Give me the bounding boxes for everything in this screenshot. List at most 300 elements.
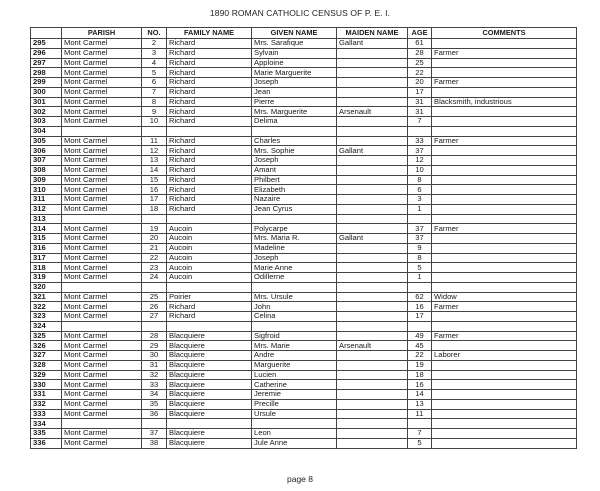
comments-cell: Farmer (432, 224, 577, 234)
maiden-name-cell (337, 126, 408, 136)
age-cell: 49 (408, 331, 432, 341)
age-cell (408, 214, 432, 224)
no-cell: 22 (142, 253, 167, 263)
no-cell: 15 (142, 175, 167, 185)
table-row (31, 68, 577, 78)
no-cell: 27 (142, 312, 167, 322)
row-number: 295 (31, 39, 62, 49)
table-row (31, 292, 577, 302)
family-name-cell: Aucoin (167, 263, 252, 273)
age-cell: 20 (408, 78, 432, 88)
maiden-name-cell: Arsenault (337, 341, 408, 351)
parish-cell: Mont Carmel (62, 204, 142, 214)
given-name-cell: Mrs. Marie (252, 341, 337, 351)
table-row (31, 146, 577, 156)
family-name-cell: Richard (167, 302, 252, 312)
row-number: 311 (31, 195, 62, 205)
no-cell: 6 (142, 78, 167, 88)
row-number: 333 (31, 409, 62, 419)
family-name-cell: Richard (167, 146, 252, 156)
table-row (31, 273, 577, 283)
parish-cell: Mont Carmel (62, 58, 142, 68)
parish-cell: Mont Carmel (62, 48, 142, 58)
maiden-name-cell (337, 204, 408, 214)
age-cell: 13 (408, 399, 432, 409)
row-number: 320 (31, 282, 62, 292)
no-cell: 17 (142, 195, 167, 205)
no-cell: 21 (142, 243, 167, 253)
comments-cell: Farmer (432, 302, 577, 312)
parish-cell: Mont Carmel (62, 224, 142, 234)
parish-cell: Mont Carmel (62, 195, 142, 205)
row-number: 301 (31, 97, 62, 107)
parish-cell: Mont Carmel (62, 107, 142, 117)
age-cell (408, 282, 432, 292)
age-cell: 7 (408, 429, 432, 439)
table-row (31, 312, 577, 322)
maiden-name-cell: Gallant (337, 146, 408, 156)
parish-cell: Mont Carmel (62, 370, 142, 380)
parish-cell: Mont Carmel (62, 117, 142, 127)
no-cell: 9 (142, 107, 167, 117)
table-row (31, 126, 577, 136)
parish-cell: Mont Carmel (62, 390, 142, 400)
table-row (31, 224, 577, 234)
given-name-cell: Jean (252, 87, 337, 97)
no-cell: 14 (142, 165, 167, 175)
family-name-cell: Richard (167, 97, 252, 107)
comments-cell (432, 185, 577, 195)
row-number: 308 (31, 165, 62, 175)
comments-cell (432, 429, 577, 439)
row-number: 330 (31, 380, 62, 390)
parish-cell (62, 282, 142, 292)
comments-cell (432, 107, 577, 117)
age-cell: 5 (408, 263, 432, 273)
comments-cell (432, 321, 577, 331)
given-name-cell: Philbert (252, 175, 337, 185)
maiden-name-cell (337, 302, 408, 312)
maiden-name-cell (337, 87, 408, 97)
table-row (31, 253, 577, 263)
parish-cell: Mont Carmel (62, 87, 142, 97)
family-name-cell: Aucoin (167, 253, 252, 263)
comments-cell (432, 243, 577, 253)
given-name-cell: Pierre (252, 97, 337, 107)
given-name-cell: Precille (252, 399, 337, 409)
table-row (31, 419, 577, 429)
table-row (31, 331, 577, 341)
table-row (31, 117, 577, 127)
given-name-cell: Delima (252, 117, 337, 127)
comments-cell (432, 341, 577, 351)
table-row (31, 429, 577, 439)
parish-cell (62, 321, 142, 331)
given-name-cell: Mrs. Marguerite (252, 107, 337, 117)
no-cell: 19 (142, 224, 167, 234)
maiden-name-cell (337, 78, 408, 88)
family-name-cell (167, 282, 252, 292)
family-name-cell: Richard (167, 87, 252, 97)
parish-cell: Mont Carmel (62, 136, 142, 146)
given-name-cell: Mrs. Ursule (252, 292, 337, 302)
maiden-name-cell (337, 312, 408, 322)
parish-cell: Mont Carmel (62, 253, 142, 263)
no-cell: 31 (142, 360, 167, 370)
parish-cell: Mont Carmel (62, 399, 142, 409)
table-row (31, 282, 577, 292)
family-name-cell: Poirier (167, 292, 252, 302)
row-number: 313 (31, 214, 62, 224)
age-cell: 1 (408, 273, 432, 283)
header-parish: PARISH (62, 28, 142, 39)
parish-cell: Mont Carmel (62, 175, 142, 185)
page-number: page 8 (287, 474, 313, 484)
given-name-cell: Joseph (252, 78, 337, 88)
comments-cell: Farmer (432, 331, 577, 341)
maiden-name-cell (337, 58, 408, 68)
maiden-name-cell (337, 370, 408, 380)
no-cell: 33 (142, 380, 167, 390)
age-cell: 19 (408, 360, 432, 370)
comments-cell (432, 253, 577, 263)
row-number: 319 (31, 273, 62, 283)
comments-cell (432, 370, 577, 380)
comments-cell (432, 87, 577, 97)
header-row (31, 28, 577, 39)
table-row (31, 390, 577, 400)
table-row (31, 39, 577, 49)
row-number: 302 (31, 107, 62, 117)
comments-cell: Farmer (432, 136, 577, 146)
parish-cell: Mont Carmel (62, 263, 142, 273)
no-cell (142, 321, 167, 331)
age-cell (408, 419, 432, 429)
no-cell: 28 (142, 331, 167, 341)
parish-cell (62, 126, 142, 136)
row-number: 335 (31, 429, 62, 439)
header-age: AGE (408, 28, 432, 39)
row-number: 314 (31, 224, 62, 234)
given-name-cell (252, 214, 337, 224)
age-cell: 17 (408, 87, 432, 97)
family-name-cell: Richard (167, 195, 252, 205)
no-cell: 5 (142, 68, 167, 78)
family-name-cell: Richard (167, 58, 252, 68)
parish-cell: Mont Carmel (62, 156, 142, 166)
family-name-cell: Blacquiere (167, 370, 252, 380)
given-name-cell: Jule Anne (252, 438, 337, 448)
age-cell: 17 (408, 312, 432, 322)
family-name-cell: Blacquiere (167, 438, 252, 448)
no-cell: 32 (142, 370, 167, 380)
no-cell: 16 (142, 185, 167, 195)
given-name-cell: Elizabeth (252, 185, 337, 195)
age-cell: 22 (408, 68, 432, 78)
no-cell: 25 (142, 292, 167, 302)
age-cell: 10 (408, 165, 432, 175)
given-name-cell: Leon (252, 429, 337, 439)
age-cell: 1 (408, 204, 432, 214)
parish-cell: Mont Carmel (62, 360, 142, 370)
age-cell: 7 (408, 117, 432, 127)
comments-cell (432, 409, 577, 419)
row-number: 303 (31, 117, 62, 127)
comments-cell (432, 263, 577, 273)
age-cell: 33 (408, 136, 432, 146)
age-cell: 6 (408, 185, 432, 195)
maiden-name-cell (337, 48, 408, 58)
age-cell: 3 (408, 195, 432, 205)
no-cell: 12 (142, 146, 167, 156)
no-cell: 35 (142, 399, 167, 409)
table-row (31, 360, 577, 370)
row-number: 300 (31, 87, 62, 97)
maiden-name-cell (337, 292, 408, 302)
row-number: 332 (31, 399, 62, 409)
comments-cell (432, 419, 577, 429)
row-number: 327 (31, 351, 62, 361)
given-name-cell: Charles (252, 136, 337, 146)
parish-cell: Mont Carmel (62, 331, 142, 341)
maiden-name-cell (337, 175, 408, 185)
family-name-cell: Richard (167, 185, 252, 195)
parish-cell: Mont Carmel (62, 39, 142, 49)
header-maiden-name: MAIDEN NAME (337, 28, 408, 39)
table-row (31, 399, 577, 409)
row-number: 325 (31, 331, 62, 341)
given-name-cell: Andre (252, 351, 337, 361)
no-cell: 3 (142, 48, 167, 58)
given-name-cell: Jeremie (252, 390, 337, 400)
family-name-cell: Blacquiere (167, 399, 252, 409)
parish-cell: Mont Carmel (62, 185, 142, 195)
no-cell: 36 (142, 409, 167, 419)
age-cell: 37 (408, 224, 432, 234)
no-cell: 24 (142, 273, 167, 283)
comments-cell (432, 399, 577, 409)
table-row (31, 175, 577, 185)
table-row (31, 136, 577, 146)
row-number: 334 (31, 419, 62, 429)
comments-cell (432, 117, 577, 127)
maiden-name-cell (337, 282, 408, 292)
given-name-cell: Celina (252, 312, 337, 322)
comments-cell (432, 146, 577, 156)
table-row (31, 185, 577, 195)
family-name-cell: Richard (167, 136, 252, 146)
maiden-name-cell (337, 214, 408, 224)
row-number: 310 (31, 185, 62, 195)
maiden-name-cell (337, 360, 408, 370)
parish-cell: Mont Carmel (62, 68, 142, 78)
header-comments: COMMENTS (432, 28, 577, 39)
family-name-cell: Richard (167, 204, 252, 214)
maiden-name-cell (337, 380, 408, 390)
comments-cell (432, 438, 577, 448)
comments-cell: Blacksmith, industrious (432, 97, 577, 107)
family-name-cell: Blacquiere (167, 360, 252, 370)
family-name-cell: Aucoin (167, 273, 252, 283)
given-name-cell (252, 321, 337, 331)
row-number: 312 (31, 204, 62, 214)
comments-cell: Widow (432, 292, 577, 302)
age-cell: 45 (408, 341, 432, 351)
no-cell: 18 (142, 204, 167, 214)
comments-cell (432, 234, 577, 244)
given-name-cell: Mrs. Sarafique (252, 39, 337, 49)
maiden-name-cell (337, 165, 408, 175)
family-name-cell: Richard (167, 39, 252, 49)
maiden-name-cell (337, 136, 408, 146)
row-number: 321 (31, 292, 62, 302)
family-name-cell: Richard (167, 156, 252, 166)
table-row (31, 204, 577, 214)
table-row (31, 351, 577, 361)
no-cell: 38 (142, 438, 167, 448)
no-cell (142, 419, 167, 429)
age-cell: 8 (408, 253, 432, 263)
given-name-cell: Marie Marguerite (252, 68, 337, 78)
comments-cell: Farmer (432, 78, 577, 88)
family-name-cell: Blacquiere (167, 341, 252, 351)
parish-cell: Mont Carmel (62, 380, 142, 390)
no-cell: 13 (142, 156, 167, 166)
family-name-cell: Richard (167, 78, 252, 88)
family-name-cell (167, 214, 252, 224)
parish-cell (62, 214, 142, 224)
comments-cell (432, 390, 577, 400)
comments-cell: Laborer (432, 351, 577, 361)
given-name-cell: Joseph (252, 156, 337, 166)
parish-cell (62, 419, 142, 429)
age-cell (408, 321, 432, 331)
maiden-name-cell (337, 321, 408, 331)
age-cell: 62 (408, 292, 432, 302)
row-number: 331 (31, 390, 62, 400)
family-name-cell: Blacquiere (167, 380, 252, 390)
given-name-cell (252, 282, 337, 292)
comments-cell (432, 165, 577, 175)
given-name-cell: Sigfroid (252, 331, 337, 341)
given-name-cell: Odillerne (252, 273, 337, 283)
table-row (31, 87, 577, 97)
family-name-cell (167, 321, 252, 331)
given-name-cell: Marguerite (252, 360, 337, 370)
header-row-number (31, 28, 62, 39)
row-number: 299 (31, 78, 62, 88)
maiden-name-cell (337, 331, 408, 341)
maiden-name-cell (337, 419, 408, 429)
given-name-cell: Mrs. Maria R. (252, 234, 337, 244)
no-cell: 37 (142, 429, 167, 439)
comments-cell (432, 58, 577, 68)
parish-cell: Mont Carmel (62, 234, 142, 244)
maiden-name-cell (337, 97, 408, 107)
family-name-cell: Richard (167, 165, 252, 175)
age-cell: 28 (408, 48, 432, 58)
row-number: 336 (31, 438, 62, 448)
header-no: NO. (142, 28, 167, 39)
table-row (31, 165, 577, 175)
given-name-cell: Mrs. Sophie (252, 146, 337, 156)
family-name-cell: Richard (167, 175, 252, 185)
row-number: 305 (31, 136, 62, 146)
row-number: 304 (31, 126, 62, 136)
given-name-cell: John (252, 302, 337, 312)
row-number: 309 (31, 175, 62, 185)
row-number: 306 (31, 146, 62, 156)
maiden-name-cell (337, 253, 408, 263)
given-name-cell: Polycarpe (252, 224, 337, 234)
parish-cell: Mont Carmel (62, 409, 142, 419)
given-name-cell: Sylvain (252, 48, 337, 58)
given-name-cell: Catherine (252, 380, 337, 390)
maiden-name-cell (337, 243, 408, 253)
row-number: 328 (31, 360, 62, 370)
document-title: 1890 ROMAN CATHOLIC CENSUS OF P. E. I. (209, 8, 391, 18)
table-row (31, 156, 577, 166)
parish-cell: Mont Carmel (62, 165, 142, 175)
comments-cell (432, 156, 577, 166)
maiden-name-cell (337, 409, 408, 419)
no-cell: 29 (142, 341, 167, 351)
family-name-cell: Blacquiere (167, 351, 252, 361)
parish-cell: Mont Carmel (62, 351, 142, 361)
family-name-cell: Blacquiere (167, 390, 252, 400)
parish-cell: Mont Carmel (62, 429, 142, 439)
table-row (31, 58, 577, 68)
age-cell: 37 (408, 234, 432, 244)
maiden-name-cell (337, 224, 408, 234)
comments-cell: Farmer (432, 48, 577, 58)
family-name-cell: Blacquiere (167, 429, 252, 439)
maiden-name-cell (337, 429, 408, 439)
given-name-cell: Nazaire (252, 195, 337, 205)
parish-cell: Mont Carmel (62, 438, 142, 448)
no-cell: 7 (142, 87, 167, 97)
maiden-name-cell (337, 438, 408, 448)
age-cell: 5 (408, 438, 432, 448)
given-name-cell: Joseph (252, 253, 337, 263)
table-row (31, 214, 577, 224)
table-row (31, 409, 577, 419)
maiden-name-cell (337, 399, 408, 409)
no-cell: 10 (142, 117, 167, 127)
no-cell: 2 (142, 39, 167, 49)
family-name-cell: Blacquiere (167, 331, 252, 341)
family-name-cell: Richard (167, 117, 252, 127)
given-name-cell: Amant (252, 165, 337, 175)
table-row (31, 243, 577, 253)
age-cell: 31 (408, 107, 432, 117)
age-cell: 8 (408, 175, 432, 185)
maiden-name-cell (337, 185, 408, 195)
row-number: 329 (31, 370, 62, 380)
maiden-name-cell: Gallant (337, 234, 408, 244)
comments-cell (432, 204, 577, 214)
row-number: 315 (31, 234, 62, 244)
family-name-cell: Richard (167, 107, 252, 117)
comments-cell (432, 360, 577, 370)
age-cell: 22 (408, 351, 432, 361)
row-number: 298 (31, 68, 62, 78)
no-cell (142, 126, 167, 136)
census-table (30, 27, 577, 449)
comments-cell (432, 282, 577, 292)
table-row (31, 380, 577, 390)
age-cell: 16 (408, 380, 432, 390)
